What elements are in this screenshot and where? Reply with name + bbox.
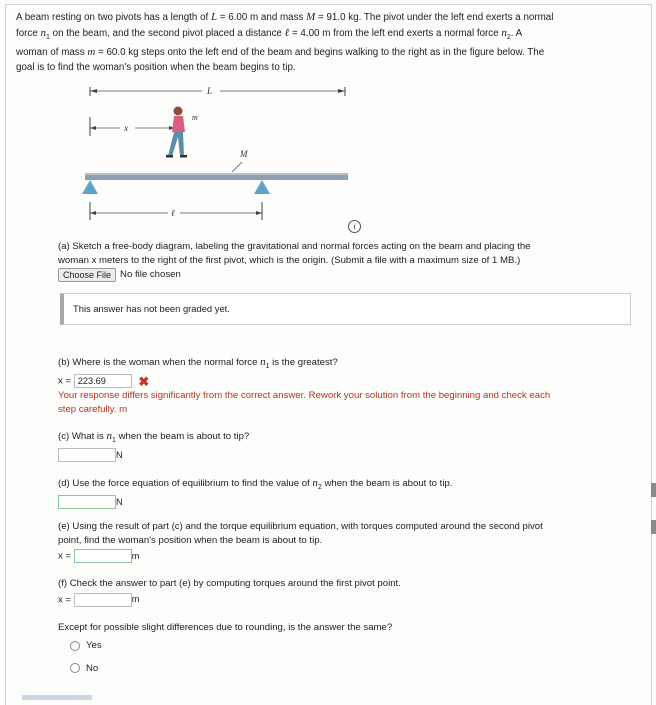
pivot-right: [254, 180, 270, 194]
answer-input-f[interactable]: [74, 593, 132, 607]
file-status: No file chosen: [120, 269, 181, 281]
part-f: (f) Check the answer to part (e) by computing torques around the first pivot point. x = m Except for possible slight differences due to rounding, is the answer the same? Yes No: [58, 578, 401, 674]
side-scroll-tab[interactable]: [651, 483, 656, 497]
side-scroll-tab[interactable]: [651, 520, 656, 534]
part-e: (e) Using the result of part (c) and the torque equilibrium equation, with torques computed around the second pivot point, find the woman's position when the beam is about to tip. x = m: [58, 521, 543, 562]
incorrect-icon: ✖: [138, 373, 150, 389]
answer-input-e[interactable]: [74, 549, 132, 563]
unit-label: m: [131, 594, 140, 605]
unit-label: m: [131, 550, 140, 561]
x-equals-label: x =: [58, 375, 72, 387]
unit-label: N: [116, 449, 123, 460]
beam-figure: [80, 82, 360, 232]
x-equals-label: x =: [58, 550, 72, 562]
part-a: (a) Sketch a free-body diagram, labeling the gravitational and normal forces acting on the beam and placing the woman x meters to the right of the first pivot, which is the origin. (Submit a file with a maximum size of 1 MB.) Choose File No file chosen: [58, 241, 531, 281]
x-equals-label: x =: [58, 594, 72, 606]
beam-mass-label: M: [240, 149, 248, 159]
bottom-toolbar-edge: [22, 695, 92, 700]
answer-input-c[interactable]: [58, 448, 116, 462]
distance-label: ℓ: [171, 208, 175, 218]
length-label: L: [207, 86, 213, 96]
radio-circle[interactable]: [70, 641, 80, 651]
info-icon[interactable]: i: [348, 220, 361, 233]
radio-no[interactable]: No: [70, 662, 401, 676]
grading-status-text: This answer has not been graded yet.: [73, 303, 230, 314]
pivot-left: [82, 180, 98, 194]
woman-mass-label: m: [192, 113, 198, 122]
same-answer-prompt: Except for possible slight differences due to rounding, is the answer the same?: [58, 621, 393, 633]
answer-input-d[interactable]: [58, 495, 116, 509]
choose-file-button[interactable]: Choose File: [58, 268, 116, 282]
grading-status-box: [60, 293, 631, 325]
woman-figure: [166, 107, 187, 158]
part-c: (c) What is $n_1$ when the beam is about to tip? N: [58, 430, 249, 462]
radio-circle[interactable]: [70, 663, 80, 673]
radio-yes[interactable]: Yes: [70, 639, 401, 653]
answer-input-b[interactable]: 223.69: [74, 374, 132, 388]
feedback-line-1: Your response differs significantly from the correct answer. Rework your solution from the beginning and check each: [58, 390, 551, 402]
x-label: x: [124, 123, 128, 133]
problem-statement: A beam resting on two pivots has a length of L = 6.00 m and mass M = 91.0 kg. The pivot under the left end exerts a normal force $n_1$ on the beam, and the second pivot placed a distance ℓ = 4.00 m from the left end exerts a normal force $n_2$. A woman of mass m = 60.0 kg steps onto the left end of the beam and begins walking to the right as in the figure below. The goal is to find the woman's position when the beam begins to tip.: [16, 11, 554, 74]
part-b: (b) Where is the woman when the normal force $n_1$ is the greatest? x = 223.69 ✖ Your response differs significantly from the correct answer. Rework your solution from the beginning and check each step carefully. m: [58, 356, 551, 415]
part-d: (d) Use the force equation of equilibrium to find the value of $n_2$ when the beam is about to tip. N: [58, 477, 452, 509]
unit-label: N: [116, 496, 123, 507]
feedback-line-2: step carefully. m: [58, 403, 128, 415]
